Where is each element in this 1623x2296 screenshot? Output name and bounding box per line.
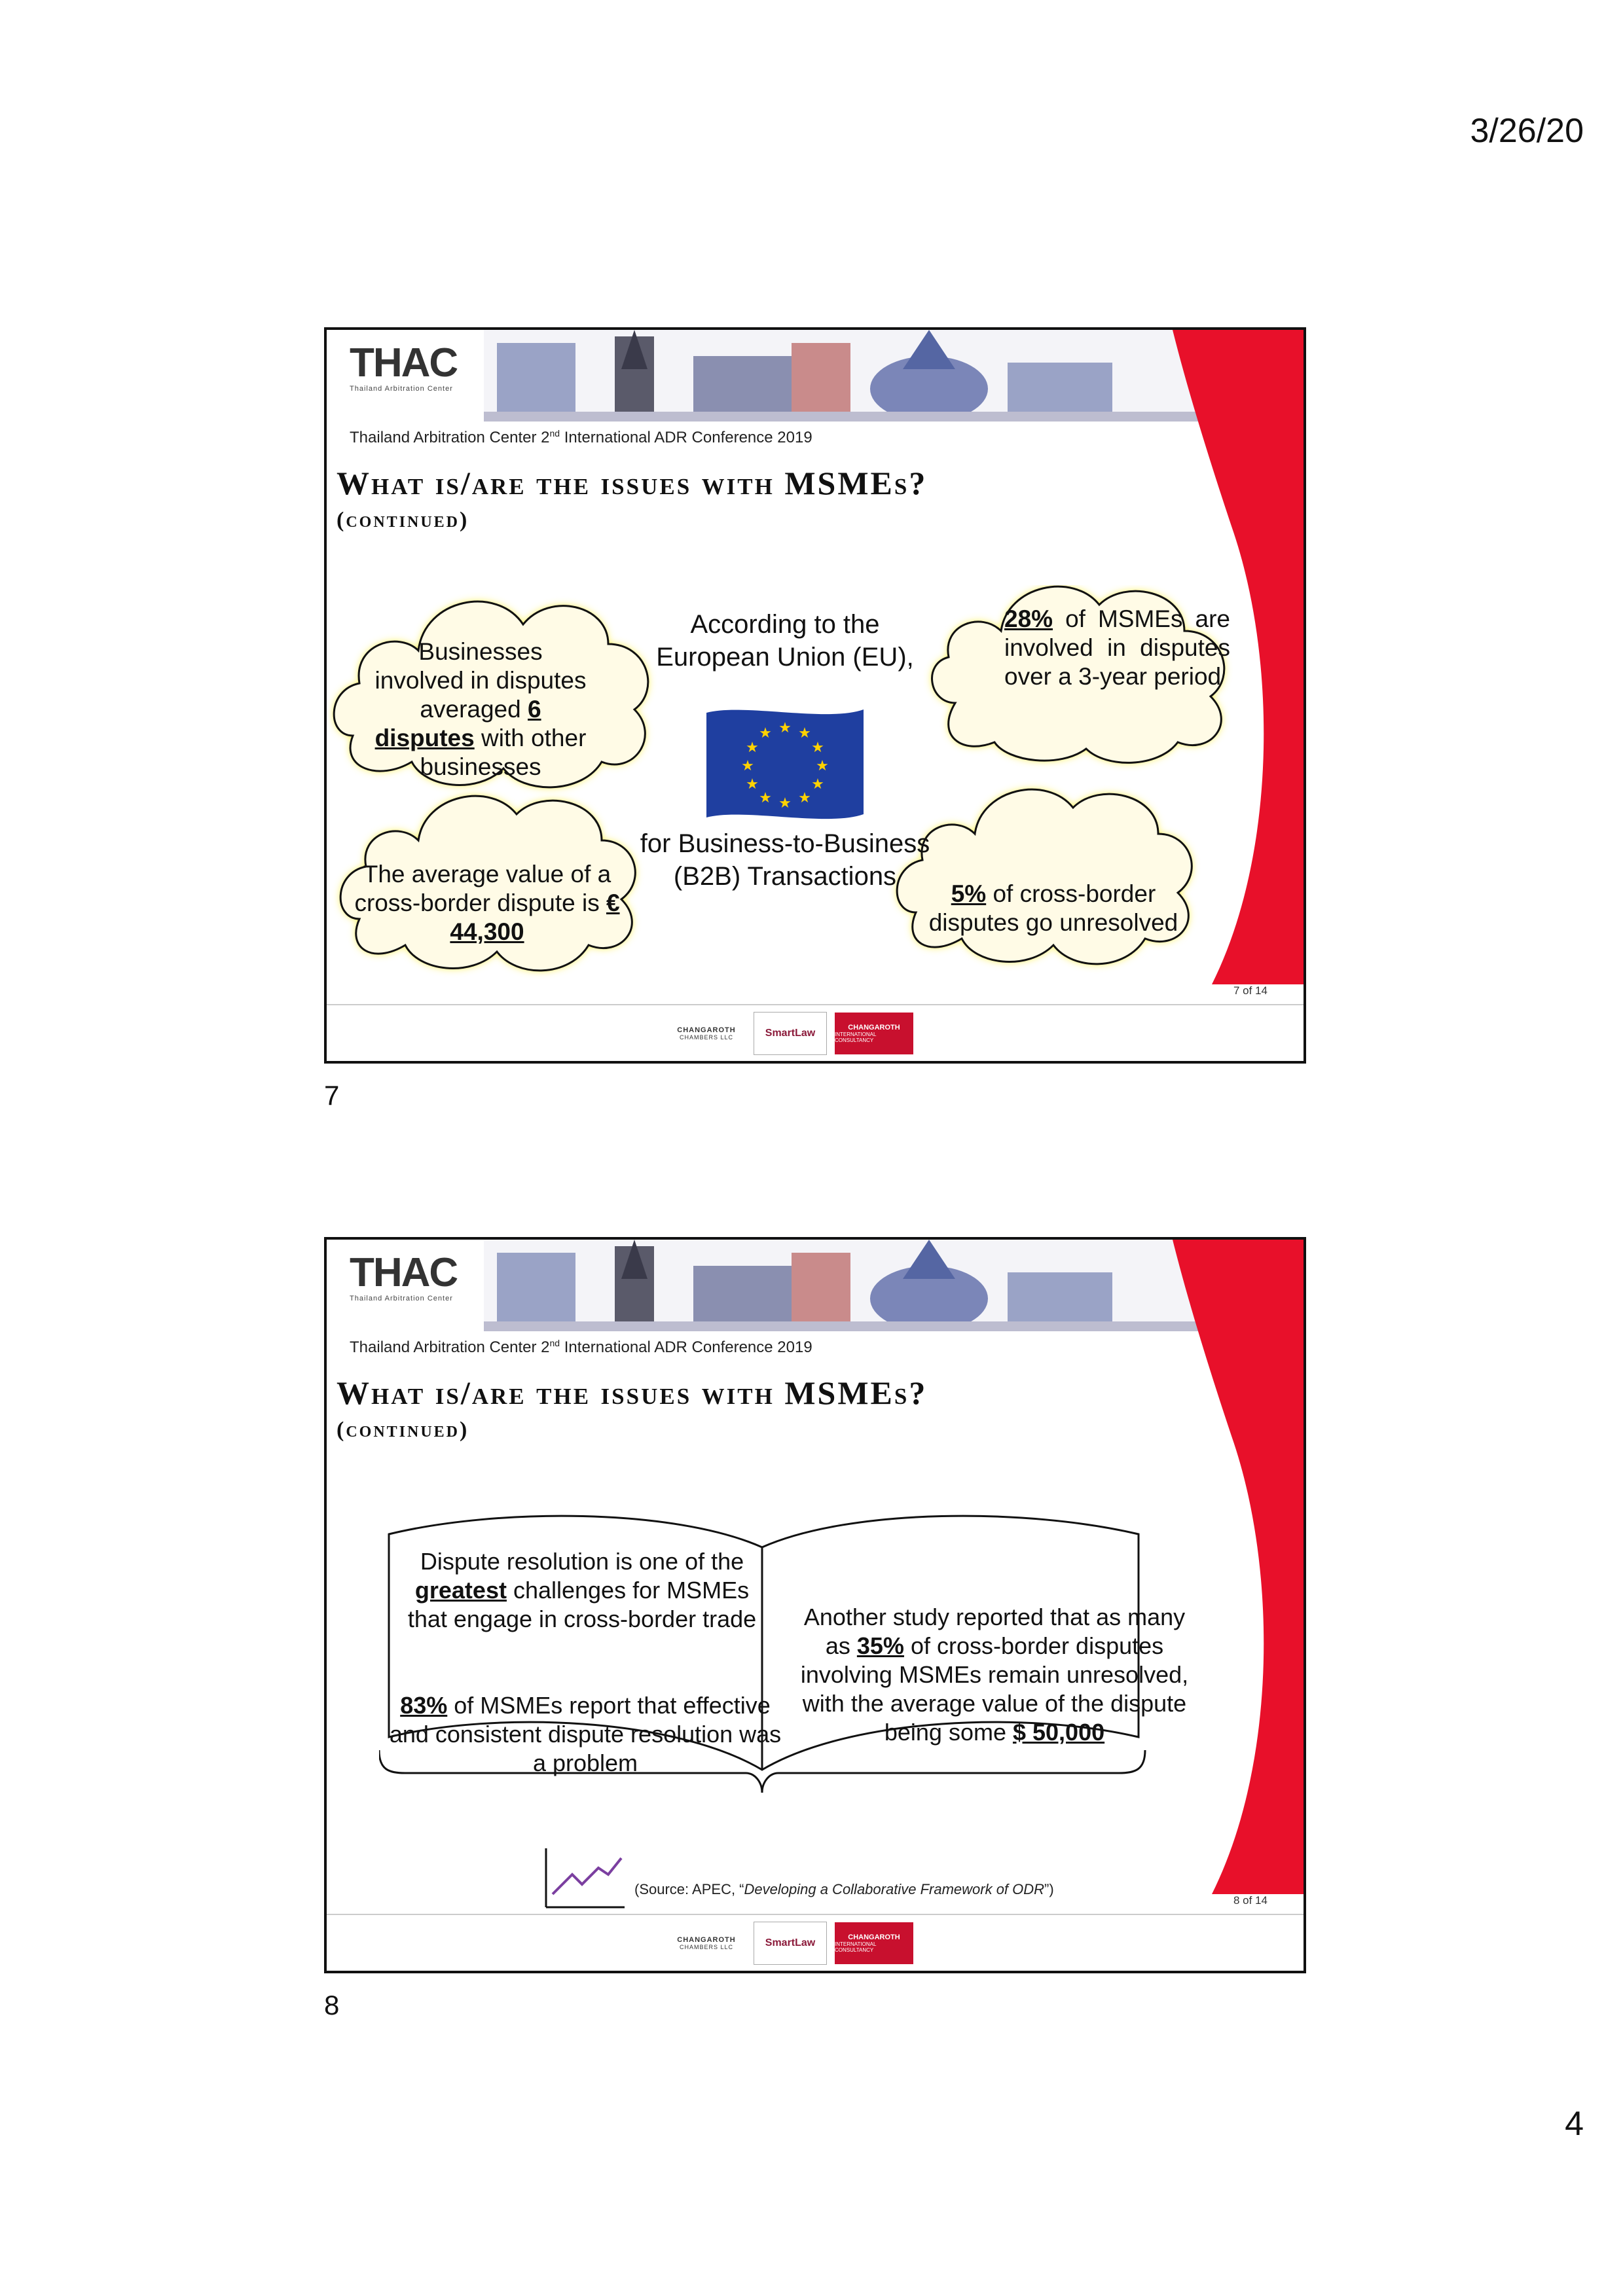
page-number: 4: [1565, 2105, 1584, 2143]
book-left-1-pre: Dispute resolution is one of the: [420, 1548, 744, 1575]
book-left-2-bold: 83%: [400, 1692, 448, 1719]
source-post: ”): [1044, 1881, 1054, 1897]
footer-divider: [327, 1914, 1304, 1915]
page-date: 3/26/20: [1470, 112, 1584, 150]
svg-text:★: ★: [811, 776, 824, 793]
sponsor-smartlaw: SmartLaw: [754, 1012, 827, 1055]
sponsor3-name: CHANGAROTH: [848, 1933, 900, 1941]
book-left-1-post: challenges for MSMEs that engage in cross-border trade: [407, 1577, 757, 1632]
slide-7: [324, 327, 1306, 1064]
cloud-br-text: [916, 880, 1191, 937]
svg-text:★: ★: [778, 795, 792, 812]
slide-title: What is/are the issues with MSMEs?: [337, 465, 928, 501]
conference-pre: Thailand Arbitration Center 2: [350, 1338, 550, 1356]
svg-text:★: ★: [746, 740, 759, 756]
conference-pre: Thailand Arbitration Center 2: [350, 429, 550, 446]
slide-subtitle: (continued): [337, 1418, 469, 1442]
slide-label-7: 7: [324, 1080, 340, 1111]
book-left-1-bold: greatest: [414, 1577, 507, 1604]
source-italic: Developing a Collaborative Framework of ODR: [744, 1881, 1045, 1897]
conference-line: [350, 1338, 812, 1357]
conference-post: International ADR Conference 2019: [560, 1338, 812, 1356]
svg-text:★: ★: [811, 740, 824, 756]
book-right-bold1: 35%: [856, 1632, 904, 1659]
sponsor-changaroth-chambers: [667, 1922, 746, 1964]
sponsor1-name: CHANGAROTH: [677, 1026, 736, 1034]
eu-flag-icon: [703, 703, 867, 824]
book-left-paragraph-1: [395, 1547, 769, 1634]
sponsor-logos: [667, 1920, 913, 1966]
slide-title: What is/are the issues with MSMEs?: [337, 1374, 928, 1411]
slide-subtitle: (continued): [337, 508, 469, 532]
sponsor-logos: [667, 1011, 913, 1056]
sponsor-changaroth-international: [835, 1013, 913, 1054]
conference-line: [350, 428, 812, 447]
svg-text:★: ★: [741, 758, 754, 774]
svg-text:★: ★: [816, 758, 829, 774]
cloud-tr-bold: 28%: [1004, 605, 1053, 632]
book-right-bold2: $ 50,000: [1012, 1719, 1105, 1746]
bangkok-banner: [484, 330, 1204, 422]
cloud-br-bold: 5%: [951, 880, 987, 907]
cloud-bl-bold: € 44,300: [450, 889, 620, 945]
svg-text:★: ★: [746, 776, 759, 793]
slide-page-indicator: 8 of 14: [1233, 1894, 1267, 1907]
cloud-tl-pre: Businesses involved in disputes averaged: [374, 638, 587, 723]
sponsor1-name: CHANGAROTH: [677, 1936, 736, 1944]
conference-sup: nd: [549, 1338, 560, 1348]
thac-logo: [350, 340, 474, 405]
trend-chart-icon: [543, 1845, 628, 1910]
svg-text:★: ★: [759, 725, 772, 742]
cloud-br-post: of cross-border disputes go unresolved: [928, 880, 1178, 936]
cloud-bottom-right: [897, 789, 1192, 964]
logo-text: THAC: [350, 340, 458, 386]
logo-text: THAC: [350, 1250, 458, 1295]
center-top-text: According to the European Union (EU),: [656, 610, 914, 672]
sponsor-changaroth-international: [835, 1922, 913, 1964]
center-bottom-text: for Business-to-Business (B2B) Transactions: [640, 829, 930, 891]
cloud-tl-post: with other businesses: [420, 725, 587, 780]
svg-text:★: ★: [778, 720, 792, 736]
book-left-paragraph-2: [389, 1691, 782, 1778]
sponsor3-sub: INTERNATIONAL CONSULTANCY: [835, 1941, 877, 1953]
book-left-2-post: of MSMEs report that effective and consistent dispute resolution was a problem: [389, 1692, 782, 1776]
sponsor1-sub: CHAMBERS LLC: [679, 1944, 734, 1950]
sponsor-smartlaw: SmartLaw: [754, 1922, 827, 1965]
source-citation: [634, 1881, 1054, 1898]
slide-page-indicator: 7 of 14: [1233, 984, 1267, 997]
logo-subtitle: Thailand Arbitration Center: [350, 1295, 453, 1302]
conference-post: International ADR Conference 2019: [560, 429, 812, 446]
book-right-mid: of cross-border disputes involving MSMEs remain unresolved, with the average value of the dispute being some: [800, 1632, 1189, 1746]
sponsor3-name: CHANGAROTH: [848, 1024, 900, 1031]
book-right-paragraph: [798, 1603, 1191, 1747]
sponsor1-sub: CHAMBERS LLC: [679, 1034, 734, 1041]
svg-text:★: ★: [759, 790, 772, 806]
slide-label-8: 8: [324, 1990, 340, 2020]
sponsor3-sub: INTERNATIONAL CONSULTANCY: [835, 1031, 877, 1043]
cloud-tr-text: [1004, 605, 1230, 691]
conference-sup: nd: [549, 428, 560, 439]
cloud-tl-text: [373, 637, 589, 781]
cloud-tr-post: of MSMEs are involved in disputes over a 3-year period: [1004, 605, 1230, 690]
slide-8: [324, 1237, 1306, 1973]
footer-divider: [327, 1004, 1304, 1005]
svg-text:★: ★: [798, 725, 811, 742]
cloud-tl-bold: 6 disputes: [374, 696, 541, 751]
bangkok-banner: [484, 1240, 1204, 1331]
cloud-bl-text: [350, 860, 625, 946]
book-right-pre: Another study reported that as many as: [803, 1604, 1186, 1659]
logo-subtitle: Thailand Arbitration Center: [350, 385, 453, 393]
sponsor-changaroth-chambers: [667, 1013, 746, 1054]
thac-logo: [350, 1250, 474, 1315]
svg-text:★: ★: [798, 790, 811, 806]
source-pre: (Source: APEC, “: [634, 1881, 744, 1897]
cloud-bl-pre: The average value of a cross-border dispute is: [354, 861, 611, 916]
